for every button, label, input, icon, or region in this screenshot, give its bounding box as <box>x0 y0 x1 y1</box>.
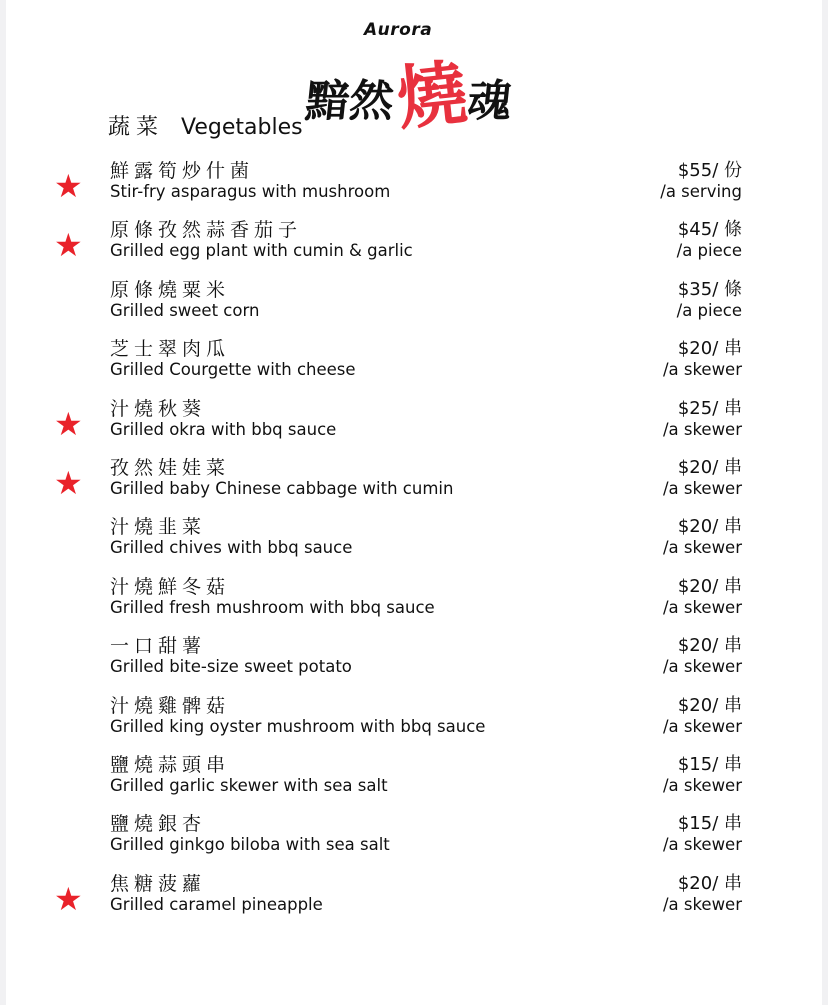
star-icon: ★ <box>54 226 83 265</box>
section-title <box>108 110 303 141</box>
menu-item-name-zh: 汁燒秋葵 <box>110 397 207 420</box>
menu-item-name-zh: 原條孜然蒜香茄子 <box>110 219 303 242</box>
star-icon: ★ <box>54 879 83 918</box>
restaurant-logo <box>302 14 556 141</box>
menu-item-name-zh: 鹽燒銀杏 <box>110 813 207 836</box>
menu-item-name-en: Grilled ginkgo biloba with sea salt <box>110 835 390 855</box>
menu-item-unit: /a skewer <box>662 776 742 795</box>
menu-item-name-en: Grilled baby Chinese cabbage with cumin <box>110 479 454 498</box>
menu-item-price: $20/ 串 <box>677 338 742 360</box>
menu-item-price: $35/ 條 <box>677 278 742 300</box>
logo-char-accent: 燒 <box>392 50 472 141</box>
menu-item-name-en: Grilled sweet corn <box>110 300 260 320</box>
menu-item-name-en: Grilled fresh mushroom with bbq sauce <box>110 597 435 617</box>
menu-item-name-zh: 焦糖菠蘿 <box>110 872 207 895</box>
logo-char: 魂 <box>464 76 515 127</box>
menu-item-price: $20/ 串 <box>677 694 742 716</box>
logo-english: Aurora <box>364 20 433 40</box>
menu-item-name-en: Grilled garlic skewer with sea salt <box>110 776 388 795</box>
menu-item-name-zh: 孜然娃娃菜 <box>110 457 231 479</box>
section-title-zh: 蔬菜 <box>108 115 165 140</box>
star-icon: ★ <box>54 404 83 443</box>
logo-chinese <box>302 36 556 141</box>
menu-item-unit: /a skewer <box>662 597 742 617</box>
menu-item-price: $45/ 條 <box>677 219 742 241</box>
menu-item-name-en: Grilled bite-size sweet potato <box>110 657 352 677</box>
menu-item-price: $20/ 串 <box>677 457 742 478</box>
star-icon: ★ <box>54 167 83 205</box>
logo-char: 黯 <box>302 76 353 127</box>
menu-item-unit: /a serving <box>660 182 742 201</box>
menu-item-price: $20/ 串 <box>677 635 742 657</box>
logo-char: 然 <box>346 76 397 127</box>
star-icon: ★ <box>54 464 83 502</box>
menu-item-name-en: Grilled egg plant with cumin & garlic <box>110 241 413 261</box>
menu-item-name-en: Grilled caramel pineapple <box>110 894 323 914</box>
menu-item-unit: /a skewer <box>662 716 742 736</box>
menu-item-name-zh: 汁燒雞髀菇 <box>110 694 231 717</box>
menu-item-unit: /a skewer <box>662 657 742 677</box>
menu-item-name-zh: 鹽燒蒜頭串 <box>110 754 231 776</box>
menu-item-name-zh: 芝士翠肉瓜 <box>110 338 231 361</box>
menu-page <box>6 0 822 1005</box>
menu-item <box>6 872 822 939</box>
menu-item-unit: /a skewer <box>662 835 742 855</box>
menu-item-unit: /a skewer <box>662 894 742 914</box>
menu-item-name-zh: 汁燒鮮冬菇 <box>110 575 231 598</box>
menu-item-price: $55/ 份 <box>677 160 742 181</box>
menu-item-name-zh: 原條燒粟米 <box>110 278 231 301</box>
menu-item-name-en: Stir-fry asparagus with mushroom <box>110 182 391 201</box>
menu-item-price: $15/ 串 <box>677 754 742 775</box>
menu-item-name-en: Grilled chives with bbq sauce <box>110 538 353 558</box>
menu-item-name-en: Grilled okra with bbq sauce <box>110 419 337 439</box>
menu-item-unit: /a piece <box>676 241 742 261</box>
menu-item-name-en: Grilled Courgette with cheese <box>110 360 356 380</box>
menu-item-unit: /a skewer <box>662 419 742 439</box>
menu-item-price: $20/ 串 <box>677 516 742 538</box>
menu-item-name-zh: 汁燒韭菜 <box>110 516 207 539</box>
menu-item-name-en: Grilled king oyster mushroom with bbq sauce <box>110 716 486 736</box>
menu-item-price: $20/ 串 <box>677 872 742 894</box>
menu-item-unit: /a piece <box>676 300 742 320</box>
menu-item-price: $25/ 串 <box>677 397 742 419</box>
menu-item-price: $20/ 串 <box>677 575 742 597</box>
menu-item-name-zh: 一口甜薯 <box>110 635 207 658</box>
menu-item-unit: /a skewer <box>662 479 742 498</box>
menu-item-unit: /a skewer <box>662 538 742 558</box>
menu-item-name-zh: 鮮露筍炒什菌 <box>110 160 255 182</box>
section-title-en: Vegetables <box>181 115 303 140</box>
menu-item-price: $15/ 串 <box>677 813 742 835</box>
menu-item-unit: /a skewer <box>662 360 742 380</box>
